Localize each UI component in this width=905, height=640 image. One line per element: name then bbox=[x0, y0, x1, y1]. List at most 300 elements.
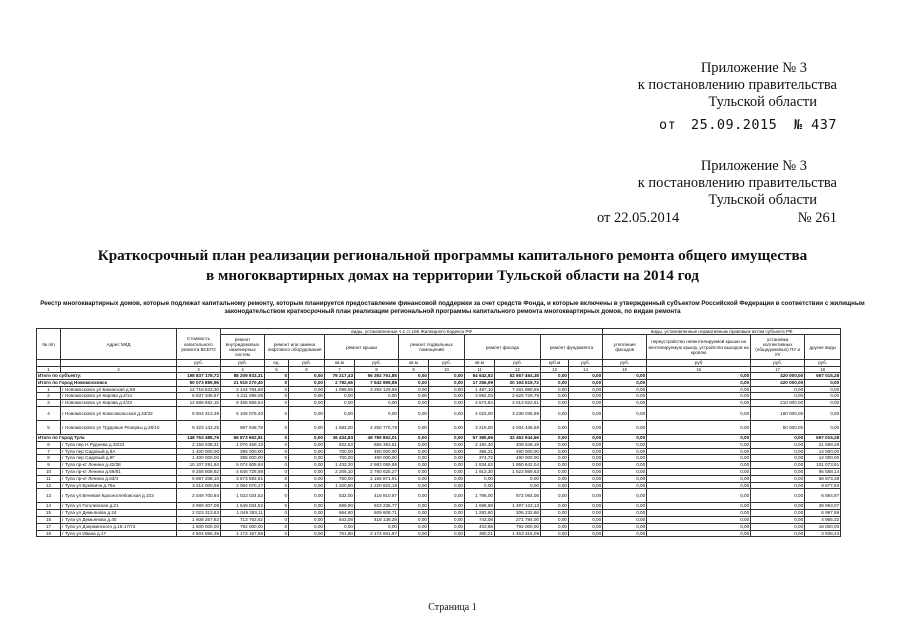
value-cell: 1 798,00 bbox=[465, 489, 495, 503]
value-cell: 532,00 bbox=[325, 489, 355, 503]
value-cell: 0,00 bbox=[429, 420, 465, 434]
value-cell: 0,00 bbox=[325, 393, 355, 400]
value-cell: 713 763,62 bbox=[221, 516, 265, 523]
value-cell: 0,00 bbox=[289, 373, 325, 380]
row-address: г Тула пер Садовый д.9Г bbox=[61, 455, 177, 462]
value-cell: 9 465 859,54 bbox=[221, 400, 265, 407]
value-cell: 101 073,91 bbox=[805, 462, 841, 469]
value-cell: 32 462 944,66 bbox=[495, 434, 541, 441]
value-cell: 2 144 784,60 bbox=[221, 386, 265, 393]
value-cell: 490 000,00 bbox=[355, 448, 399, 455]
value-cell: 0,00 bbox=[289, 475, 325, 482]
unit-cell: куб.м bbox=[541, 360, 569, 367]
value-cell: 658 383,61 bbox=[355, 441, 399, 448]
row-address: г Тула ул Ивана д.17 bbox=[61, 530, 177, 537]
value-cell: 2 983 069,95 bbox=[355, 462, 399, 469]
value-cell: 700,00 bbox=[325, 448, 355, 455]
row-number: 14 bbox=[37, 503, 61, 510]
value-cell: 0,00 bbox=[289, 482, 325, 489]
value-cell: 1 099,66 bbox=[325, 386, 355, 393]
value-cell: 0 bbox=[265, 420, 289, 434]
value-cell: 0,00 bbox=[429, 530, 465, 537]
appendix-region-line: Тульской области bbox=[708, 192, 817, 208]
row-address: г Новомосковск ул Трудовые Резервы д.28/10 bbox=[61, 420, 177, 434]
value-cell: 667 015,28 bbox=[805, 373, 841, 380]
value-cell: 664,60 bbox=[325, 510, 355, 517]
appendix-date-line bbox=[638, 117, 837, 134]
appendix-decree-line: к постановлению правительства bbox=[637, 77, 837, 93]
value-cell: 2 023 313,63 bbox=[177, 510, 221, 517]
value-cell: 0,00 bbox=[399, 406, 429, 420]
row-number: 7 bbox=[37, 448, 61, 455]
value-cell: 3 673 592,81 bbox=[221, 475, 265, 482]
value-cell: 0,00 bbox=[541, 523, 569, 530]
value-cell: 0 bbox=[265, 455, 289, 462]
value-cell: 0,00 bbox=[355, 523, 399, 530]
column-index-cell: 5 bbox=[265, 367, 289, 373]
registry-description: Реестр многоквартирных домов, которые подлежат капитальному ремонту, которым планируется предоставление финансовой поддержки за счет средств Фонда, и которые включены в утвержденный субъектом Российской Федерации в соответствии с жилищным законодательством краткосрочный план реализации региональной программы капитального ремонта многоквартирных домов, по видам ремонта bbox=[40, 300, 865, 315]
value-cell: 0,00 bbox=[603, 373, 647, 380]
value-cell: 380,21 bbox=[465, 530, 495, 537]
value-cell: 0,00 bbox=[569, 393, 603, 400]
value-cell: 0,00 bbox=[355, 406, 399, 420]
value-cell: 4 211 089,08 bbox=[221, 393, 265, 400]
row-number: 2 bbox=[37, 393, 61, 400]
value-cell: 0,00 bbox=[355, 400, 399, 407]
table-row bbox=[37, 516, 841, 523]
value-cell: 822,53 bbox=[325, 441, 355, 448]
value-cell: 0,00 bbox=[429, 406, 465, 420]
value-cell: 408 648,19 bbox=[495, 441, 541, 448]
value-cell: 0,00 bbox=[603, 420, 647, 434]
value-cell: 0,00 bbox=[541, 468, 569, 475]
value-cell: 0,00 bbox=[603, 462, 647, 469]
value-cell: 1 523 869,53 bbox=[495, 468, 541, 475]
subtotal-row bbox=[37, 373, 841, 380]
value-cell: 0,00 bbox=[429, 475, 465, 482]
value-cell: 396,31 bbox=[465, 448, 495, 455]
unit-cell: кв.м bbox=[399, 360, 429, 367]
appendix-block-original bbox=[638, 158, 837, 209]
unit-cell: руб bbox=[647, 360, 751, 367]
col-header-elevator: ремонт или замена лифтового оборудования bbox=[265, 335, 325, 360]
value-cell: 0 bbox=[265, 393, 289, 400]
value-cell: 0,00 bbox=[569, 503, 603, 510]
value-cell: 5 106 076,40 bbox=[221, 406, 265, 420]
value-cell: 9 258 809,92 bbox=[177, 468, 221, 475]
row-number: 8 bbox=[37, 455, 61, 462]
value-cell: 0,00 bbox=[603, 468, 647, 475]
value-cell: 1 173 157,86 bbox=[221, 530, 265, 537]
value-cell: 0,00 bbox=[647, 455, 751, 462]
value-cell: 0,00 bbox=[647, 462, 751, 469]
value-cell: 2 049 700,84 bbox=[177, 489, 221, 503]
col-header-address: Адрес МКД bbox=[61, 329, 177, 360]
row-address: г Тула пр-кт Ленина д.59/81 bbox=[61, 468, 177, 475]
value-cell: 3 292 129,55 bbox=[355, 386, 399, 393]
column-index-cell: 14 bbox=[569, 367, 603, 373]
table-row bbox=[37, 386, 841, 393]
value-cell: 0,00 bbox=[603, 448, 647, 455]
value-cell: 3 939,43 bbox=[805, 530, 841, 537]
table-row bbox=[37, 393, 841, 400]
value-cell: 0,00 bbox=[289, 386, 325, 393]
value-cell: 0,00 bbox=[465, 475, 495, 482]
value-cell: 0,00 bbox=[289, 434, 325, 441]
row-number: 3 bbox=[37, 400, 61, 407]
value-cell: 5 887 338,10 bbox=[177, 475, 221, 482]
value-cell: 0,00 bbox=[603, 530, 647, 537]
value-cell: 1 023 034,52 bbox=[221, 489, 265, 503]
value-cell: 0,00 bbox=[289, 420, 325, 434]
value-cell: 420 000,00 bbox=[751, 373, 805, 380]
column-index-cell: 9 bbox=[399, 367, 429, 373]
value-cell: 0,00 bbox=[429, 516, 465, 523]
value-cell: 2 156 871,91 bbox=[355, 475, 399, 482]
unit-cell: руб. bbox=[805, 360, 841, 367]
value-cell: 0,00 bbox=[647, 468, 751, 475]
value-cell: 21 588,28 bbox=[805, 441, 841, 448]
row-number: 15 bbox=[37, 510, 61, 517]
value-cell: 0 bbox=[265, 523, 289, 530]
value-cell: 0,00 bbox=[569, 420, 603, 434]
unit-cell-empty bbox=[61, 360, 177, 367]
column-index-cell: 1 bbox=[37, 367, 61, 373]
value-cell: 0,00 bbox=[603, 406, 647, 420]
row-number: 12 bbox=[37, 482, 61, 489]
value-cell: 396 000,00 bbox=[221, 455, 265, 462]
value-cell: 0,00 bbox=[569, 523, 603, 530]
value-cell: 0,00 bbox=[289, 516, 325, 523]
appendix-heading: Приложение № 3 bbox=[700, 60, 807, 76]
value-cell: 0,00 bbox=[603, 516, 647, 523]
unit-cell: руб. bbox=[495, 360, 541, 367]
value-cell: 160 000,00 bbox=[751, 406, 805, 420]
value-cell: 761,80 bbox=[325, 530, 355, 537]
decree-number: № 437 bbox=[793, 117, 837, 133]
subtotal-label: Итого по Город Новомосковск bbox=[37, 379, 177, 386]
value-cell: 0,00 bbox=[751, 475, 805, 482]
value-cell: 0,00 bbox=[751, 455, 805, 462]
value-cell: 0,00 bbox=[751, 434, 805, 441]
column-index-cell: 17 bbox=[751, 367, 805, 373]
unit-cell: руб. bbox=[289, 360, 325, 367]
value-cell: 1 400 000,00 bbox=[177, 448, 221, 455]
value-cell: 1 608 267,82 bbox=[177, 516, 221, 523]
value-cell: 0,00 bbox=[289, 441, 325, 448]
unit-cell: кв.м bbox=[325, 360, 355, 367]
subtotal-label: Итого по Город Тула bbox=[37, 434, 177, 441]
row-number: 11 bbox=[37, 475, 61, 482]
value-cell: 403,88 bbox=[465, 523, 495, 530]
row-address: г Тула пер Садовый д.9А bbox=[61, 448, 177, 455]
value-cell: 1 220 823,18 bbox=[355, 482, 399, 489]
value-cell: 0,00 bbox=[429, 373, 465, 380]
value-cell: 0,00 bbox=[569, 482, 603, 489]
value-cell: 0 bbox=[265, 379, 289, 386]
value-cell: 0,00 bbox=[429, 393, 465, 400]
value-cell: 4 250 770,79 bbox=[355, 420, 399, 434]
value-cell: 0,00 bbox=[647, 373, 751, 380]
units-row bbox=[37, 360, 841, 367]
value-cell: 0,00 bbox=[603, 510, 647, 517]
value-cell: 0,00 bbox=[751, 523, 805, 530]
appendix-heading: Приложение № 3 bbox=[700, 158, 807, 174]
value-cell: 48 789 862,01 bbox=[355, 434, 399, 441]
unit-cell: ед. bbox=[265, 360, 289, 367]
value-cell: 0,00 bbox=[751, 482, 805, 489]
value-cell: 4 573,84 bbox=[465, 400, 495, 407]
value-cell: 0,00 bbox=[541, 530, 569, 537]
table-row bbox=[37, 489, 841, 503]
unit-cell: руб. bbox=[751, 360, 805, 367]
table-row bbox=[37, 475, 841, 482]
unit-cell: руб. bbox=[603, 360, 647, 367]
value-cell: 0,00 bbox=[603, 434, 647, 441]
value-cell: 0 bbox=[265, 475, 289, 482]
value-cell: 609 608,71 bbox=[355, 510, 399, 517]
value-cell: 1 600 000,00 bbox=[177, 523, 221, 530]
column-index-cell: 3 bbox=[177, 367, 221, 373]
row-address: г Тула ул Веневая Красноглебовская д.103 bbox=[61, 489, 177, 503]
value-cell: 1 076 459,13 bbox=[221, 441, 265, 448]
col-header-foundation: ремонт фундамента bbox=[541, 335, 603, 360]
row-address: г Тула ул Демьянова д.40 bbox=[61, 516, 177, 523]
appendix-block-current bbox=[638, 60, 837, 134]
value-cell: 0,00 bbox=[569, 406, 603, 420]
value-cell: 17 256,99 bbox=[465, 379, 495, 386]
value-cell: 0,00 bbox=[429, 503, 465, 510]
value-cell: 0 bbox=[265, 448, 289, 455]
value-cell: 0,00 bbox=[541, 482, 569, 489]
value-cell: 2 625 729,79 bbox=[495, 393, 541, 400]
column-index-cell: 8 bbox=[355, 367, 399, 373]
value-cell: 3 219,00 bbox=[465, 420, 495, 434]
value-cell: 0,00 bbox=[805, 400, 841, 407]
value-cell: 0,00 bbox=[569, 373, 603, 380]
value-cell: 12 718 823,30 bbox=[177, 386, 221, 393]
value-cell: 52 657 464,38 bbox=[495, 373, 541, 380]
value-cell: 0,00 bbox=[399, 462, 429, 469]
value-cell: 2 790 625,27 bbox=[355, 468, 399, 475]
value-cell: 0,00 bbox=[289, 489, 325, 503]
value-cell: 667 015,28 bbox=[805, 434, 841, 441]
value-cell: 0,00 bbox=[647, 434, 751, 441]
value-cell: 0,00 bbox=[399, 510, 429, 517]
value-cell: 0,00 bbox=[603, 503, 647, 510]
table-row bbox=[37, 462, 841, 469]
value-cell: 0,00 bbox=[541, 510, 569, 517]
table-row bbox=[37, 482, 841, 489]
row-address: г Новомосковск ул Кирова д.2/14 bbox=[61, 393, 177, 400]
value-cell: 0,00 bbox=[541, 386, 569, 393]
row-address: г Новомосковск ул Бакинская д.58 bbox=[61, 386, 177, 393]
value-cell: 8 504 313,39 bbox=[177, 406, 221, 420]
value-cell: 2 174 661,97 bbox=[355, 530, 399, 537]
value-cell: 14 000,00 bbox=[805, 455, 841, 462]
value-cell: 50 000,00 bbox=[751, 420, 805, 434]
value-cell: 0,00 bbox=[647, 420, 751, 434]
value-cell: 0,00 bbox=[805, 379, 841, 386]
value-cell: 0,00 bbox=[603, 489, 647, 503]
value-cell: 0 bbox=[265, 462, 289, 469]
table-row bbox=[37, 503, 841, 510]
value-cell: 0,00 bbox=[569, 455, 603, 462]
col-header-basement: ремонт подвальных помещений bbox=[399, 335, 465, 360]
col-header-meters: установка коллективных (общедомовых) ПУ и УУ bbox=[751, 335, 805, 360]
value-cell: 0,00 bbox=[647, 475, 751, 482]
registry-table bbox=[36, 328, 841, 537]
row-number: 18 bbox=[37, 530, 61, 537]
value-cell: 210 000,00 bbox=[751, 400, 805, 407]
value-cell: 0,00 bbox=[541, 400, 569, 407]
value-cell: 0,00 bbox=[569, 400, 603, 407]
value-cell: 0,00 bbox=[429, 448, 465, 455]
row-address: г Тула пр-кт Ленина д.42/38 bbox=[61, 462, 177, 469]
value-cell: 0,00 bbox=[647, 379, 751, 386]
value-cell: 0,00 bbox=[541, 462, 569, 469]
row-number: 4 bbox=[37, 406, 61, 420]
decree-date: от 22.05.2014 bbox=[597, 210, 680, 226]
value-cell: 0,00 bbox=[429, 441, 465, 448]
page-title bbox=[40, 246, 865, 286]
row-number: 10 bbox=[37, 468, 61, 475]
value-cell: 396 000,00 bbox=[221, 448, 265, 455]
value-cell: 9 877,53 bbox=[805, 482, 841, 489]
value-cell: 3 992,03 bbox=[465, 393, 495, 400]
value-cell: 4 846 726,98 bbox=[221, 468, 265, 475]
value-cell: 490 000,00 bbox=[355, 455, 399, 462]
row-address: г Тула пер Н.Руднева д.33/23 bbox=[61, 441, 177, 448]
col-header-facade: ремонт фасада bbox=[465, 335, 541, 360]
unit-cell-empty bbox=[37, 360, 61, 367]
value-cell: 0,00 bbox=[751, 441, 805, 448]
value-cell: 0 bbox=[265, 489, 289, 503]
value-cell: 0,00 bbox=[429, 523, 465, 530]
value-cell: 1 433,20 bbox=[325, 462, 355, 469]
value-cell: 0,00 bbox=[355, 393, 399, 400]
value-cell: 50 073 889,96 bbox=[177, 379, 221, 386]
row-address: г Тула ул Демьянова д.24 bbox=[61, 510, 177, 517]
value-cell: 490 000,00 bbox=[495, 455, 541, 462]
value-cell: 0,00 bbox=[399, 523, 429, 530]
value-cell: 0,00 bbox=[805, 420, 841, 434]
column-index-cell: 16 bbox=[647, 367, 751, 373]
row-address: г Новомосковск ул Комсомольская д.33/32 bbox=[61, 406, 177, 420]
value-cell: 0 bbox=[265, 468, 289, 475]
value-cell: 0,00 bbox=[399, 393, 429, 400]
value-cell: 5 074 605,94 bbox=[221, 462, 265, 469]
col-header-roof: ремонт крыши bbox=[325, 335, 399, 360]
row-number: 13 bbox=[37, 489, 61, 503]
value-cell: 39 993,07 bbox=[805, 503, 841, 510]
unit-cell: руб. bbox=[221, 360, 265, 367]
value-cell: 0,00 bbox=[399, 441, 429, 448]
value-cell: 1 549 034,52 bbox=[221, 503, 265, 510]
table-row bbox=[37, 455, 841, 462]
subtotal-row bbox=[37, 434, 841, 441]
value-cell: 0,00 bbox=[603, 379, 647, 386]
value-cell: 0 bbox=[265, 530, 289, 537]
value-cell: 0,00 bbox=[603, 455, 647, 462]
value-cell: 0,00 bbox=[569, 530, 603, 537]
value-cell: 972 064,08 bbox=[495, 489, 541, 503]
value-cell: 0,00 bbox=[399, 386, 429, 393]
value-cell: 0,00 bbox=[399, 530, 429, 537]
value-cell: 16 000,00 bbox=[805, 523, 841, 530]
value-cell: 0,00 bbox=[603, 400, 647, 407]
value-cell: 1 487,10 bbox=[465, 386, 495, 393]
value-cell: 12 689 682,15 bbox=[177, 400, 221, 407]
value-cell: 3 238 036,99 bbox=[495, 406, 541, 420]
row-address: г Тула пр-кт Ленина д.63/4 bbox=[61, 475, 177, 482]
value-cell: 1 320,80 bbox=[325, 482, 355, 489]
value-cell: 0,00 bbox=[289, 503, 325, 510]
value-cell: 6 837 348,87 bbox=[177, 393, 221, 400]
value-cell: 0,00 bbox=[569, 462, 603, 469]
value-cell: 2 158 538,31 bbox=[177, 441, 221, 448]
value-cell: 0,00 bbox=[399, 434, 429, 441]
column-index-cell: 6 bbox=[289, 367, 325, 373]
value-cell: 0,00 bbox=[569, 510, 603, 517]
value-cell: 6 997,99 bbox=[805, 510, 841, 517]
value-cell: 0,00 bbox=[541, 489, 569, 503]
col-header-num: № п/п bbox=[37, 329, 61, 360]
value-cell: 0,00 bbox=[603, 475, 647, 482]
value-cell: 0 bbox=[265, 373, 289, 380]
value-cell: 700,00 bbox=[325, 455, 355, 462]
value-cell: 490 000,00 bbox=[495, 448, 541, 455]
col-header-internal: ремонт внутридомовых инженерных систем bbox=[221, 335, 265, 360]
col-header-insulation: утепление фасадов bbox=[603, 335, 647, 360]
title-line-1: Краткосрочный план реализации региональной программы капитального ремонта общего имущества bbox=[97, 247, 808, 264]
value-cell: 148 763 488,76 bbox=[177, 434, 221, 441]
value-cell: 0,00 bbox=[541, 420, 569, 434]
value-cell: 7 542 899,86 bbox=[355, 379, 399, 386]
value-cell: 743,08 bbox=[465, 516, 495, 523]
value-cell: 0,00 bbox=[289, 406, 325, 420]
value-cell: 0,00 bbox=[399, 400, 429, 407]
row-address: г Тула ул Гоголевская д.21 bbox=[61, 503, 177, 510]
value-cell: 0,00 bbox=[541, 379, 569, 386]
value-cell: 0,00 bbox=[751, 503, 805, 510]
row-number: 16 bbox=[37, 516, 61, 523]
value-cell: 0,00 bbox=[647, 400, 751, 407]
value-cell: 0,00 bbox=[429, 379, 465, 386]
value-cell: 0,00 bbox=[429, 400, 465, 407]
value-cell: 0 bbox=[265, 482, 289, 489]
value-cell: 0,00 bbox=[541, 406, 569, 420]
value-cell: 0,00 bbox=[429, 468, 465, 475]
value-cell: 0,00 bbox=[429, 462, 465, 469]
value-cell: 0,00 bbox=[751, 489, 805, 503]
value-cell: 66 873 662,81 bbox=[221, 434, 265, 441]
appendix-decree-line: к постановлению правительства bbox=[637, 175, 837, 191]
appendix-region-line: Тульской области bbox=[708, 94, 817, 110]
value-cell: 0,00 bbox=[495, 475, 541, 482]
unit-cell: руб. bbox=[355, 360, 399, 367]
group-header-row bbox=[37, 329, 841, 335]
table-row bbox=[37, 510, 841, 517]
table-row bbox=[37, 468, 841, 475]
value-cell: 418 138,28 bbox=[355, 516, 399, 523]
value-cell: 36 434,83 bbox=[325, 434, 355, 441]
value-cell: 1 688,88 bbox=[465, 503, 495, 510]
row-address: г Тула ул Букевича д.79а bbox=[61, 482, 177, 489]
value-cell: 923 235,77 bbox=[355, 503, 399, 510]
value-cell: 0,00 bbox=[751, 462, 805, 469]
value-cell: 0,00 bbox=[751, 516, 805, 523]
